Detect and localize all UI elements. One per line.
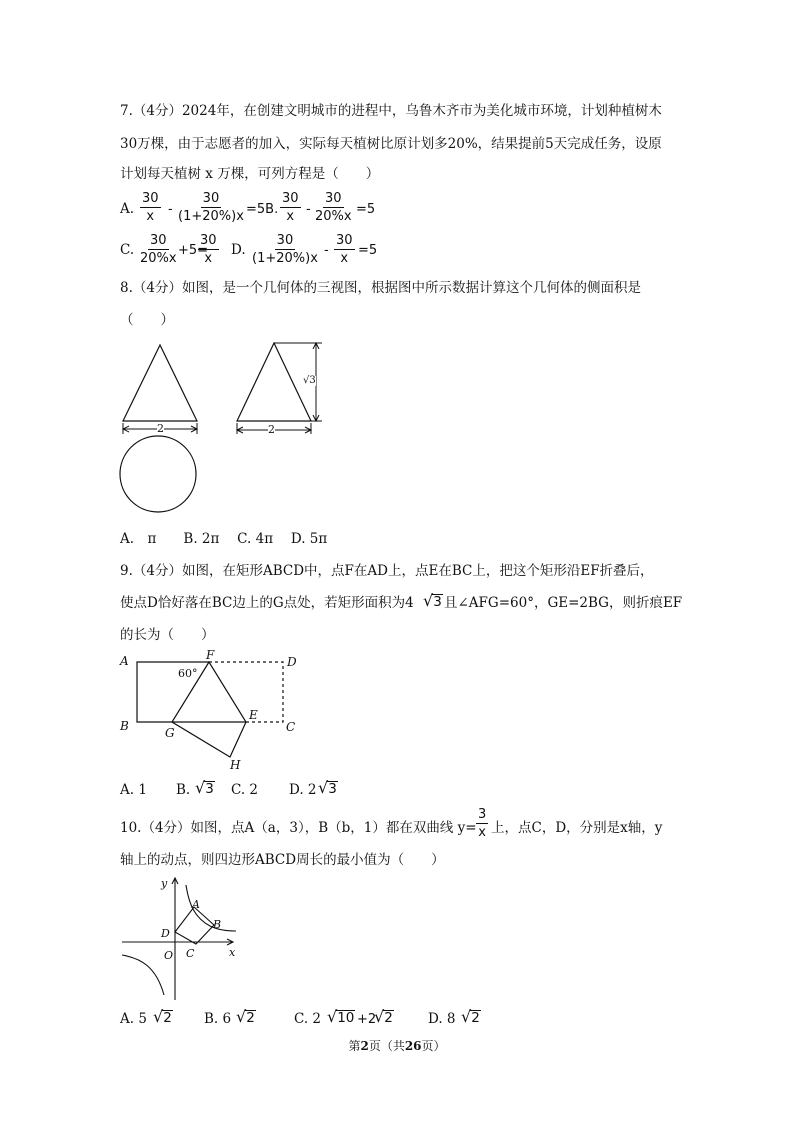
q7-c-fraction-1: $\frac{30}{20\%x}$	[140, 233, 177, 266]
q9-option-d: D. 2	[289, 782, 317, 798]
q10-label-b: B	[213, 918, 222, 931]
q7-option-a-label: A.	[120, 201, 135, 217]
q9-label-h: H	[230, 758, 241, 772]
q7-b-fraction-2: $\frac{30}{20\%x}$	[315, 191, 352, 224]
q8-side-height-label: √3	[303, 375, 316, 386]
q10-option-c-mid: +2	[357, 1012, 377, 1027]
q9-label-d: D	[287, 655, 297, 669]
q7-a-fraction-2: $\frac{30}{(1+20\%)x}$	[178, 191, 244, 224]
q9-angle-label: 60°	[178, 667, 198, 680]
q7-option-c-label: C.	[120, 242, 135, 258]
q7-line-2: 30万棵，由于志愿者的加入，实际每天植树比原计划多20%，结果提前5天完成任务，设原	[120, 136, 662, 152]
q10-option-a-radical: √ 2	[153, 1007, 172, 1026]
footer-page-number: 2	[360, 1039, 369, 1053]
q9-option-a: A. 1	[120, 782, 147, 798]
q10-label-x: x	[229, 946, 236, 959]
q7-option-d-label: D.	[231, 242, 246, 258]
page-footer: 第2页（共26页）	[348, 1039, 446, 1053]
q9-label-g: G	[165, 726, 175, 740]
q9-option-c: C. 2	[231, 782, 259, 798]
q10-label-o: O	[164, 949, 174, 962]
q10-line-2: 轴上的动点，则四边形ABCD周长的最小值为（ ）	[120, 852, 445, 868]
q7-c-mid: +5=	[178, 243, 209, 258]
q10-option-c-radical-1: √ 10	[327, 1007, 355, 1026]
q9-line-3: 的长为（ ）	[120, 627, 215, 643]
q10-label-a: A	[192, 898, 200, 911]
q10-hyperbola-fraction: $\frac{3}{x}$	[478, 807, 487, 840]
q7-d-tail: =5	[358, 243, 378, 258]
q9-label-a: A	[120, 654, 129, 668]
q10-option-a: A. 5	[120, 1011, 147, 1027]
q10-line-1-a: 10.（4分）如图，点A（a，3），B（b，1）都在双曲线 y=	[120, 820, 477, 836]
q10-option-d-radical: √ 2	[461, 1007, 480, 1026]
q9-option-b: B.	[176, 782, 191, 798]
q7-a-fraction-1: $\frac{30}{x}$	[142, 191, 159, 224]
q7-line-3: 计划每天植树 x 万棵，可列方程是（ ）	[120, 166, 380, 182]
footer-total-pages: 26	[404, 1039, 422, 1053]
q9-label-c: C	[286, 720, 296, 734]
q10-line-1-b: 上，点C，D，分别是x轴，y	[491, 820, 663, 836]
q8-options: A. π B. 2π C. 4π D. 5π	[120, 531, 328, 547]
q10-option-b: B. 6	[204, 1011, 232, 1027]
q8-line-1: 8.（4分）如图，是一个几何体的三视图，根据图中所示数据计算这个几何体的侧面积是	[120, 280, 641, 296]
q9-option-b-radical: √ 3	[195, 778, 214, 797]
q7-line-1: 7.（4分）2024年，在创建文明城市的进程中，乌鲁木齐市为美化城市环境，计划种植树木	[120, 103, 662, 119]
q10-option-c-radical-2: √ 2	[374, 1007, 393, 1026]
q9-line-1: 9.（4分）如图，在矩形ABCD中，点F在AD上，点E在BC上，把这个矩形沿EF折叠后，	[120, 563, 654, 579]
q10-option-b-radical: √ 2	[236, 1007, 255, 1026]
q9-label-b: B	[120, 719, 129, 733]
q9-line-2-a: 使点D恰好落在BC边上的G点处，若矩形面积为4	[120, 595, 414, 611]
q9-area-radical: √ 3	[423, 591, 442, 610]
q10-option-c: C. 2	[294, 1011, 322, 1027]
q10-hyperbola-branch-2	[122, 955, 164, 995]
q10-label-d: D	[161, 927, 170, 940]
q7-b-tail: =5	[356, 202, 376, 217]
q7-c-fraction-2: $\frac{30}{x}$	[200, 233, 217, 266]
q7-b-minus: -	[306, 202, 311, 217]
q9-option-d-radical: √ 3	[318, 778, 337, 797]
q9-label-e: E	[249, 708, 258, 722]
q8-front-width-label: 2	[157, 422, 164, 435]
q7-b-fraction-1: $\frac{30}{x}$	[282, 191, 299, 224]
q8-line-2: （ ）	[120, 312, 174, 328]
q7-d-fraction-2: $\frac{30}{x}$	[336, 233, 353, 266]
q9-label-f: F	[206, 648, 215, 662]
q7-d-fraction-1: $\frac{30}{(1+20\%)x}$	[252, 233, 318, 266]
q7-a-tail: =5B.	[246, 202, 279, 217]
q7-d-minus: -	[324, 243, 329, 258]
q7-a-minus: -	[168, 202, 173, 217]
q10-label-y: y	[161, 877, 168, 890]
q10-option-d: D. 8	[428, 1011, 456, 1027]
q8-side-width-label: 2	[268, 423, 275, 436]
q10-label-c: C	[186, 947, 195, 960]
q9-line-2-b: 且∠AFG=60°，GE=2BG，则折痕EF	[444, 595, 683, 611]
